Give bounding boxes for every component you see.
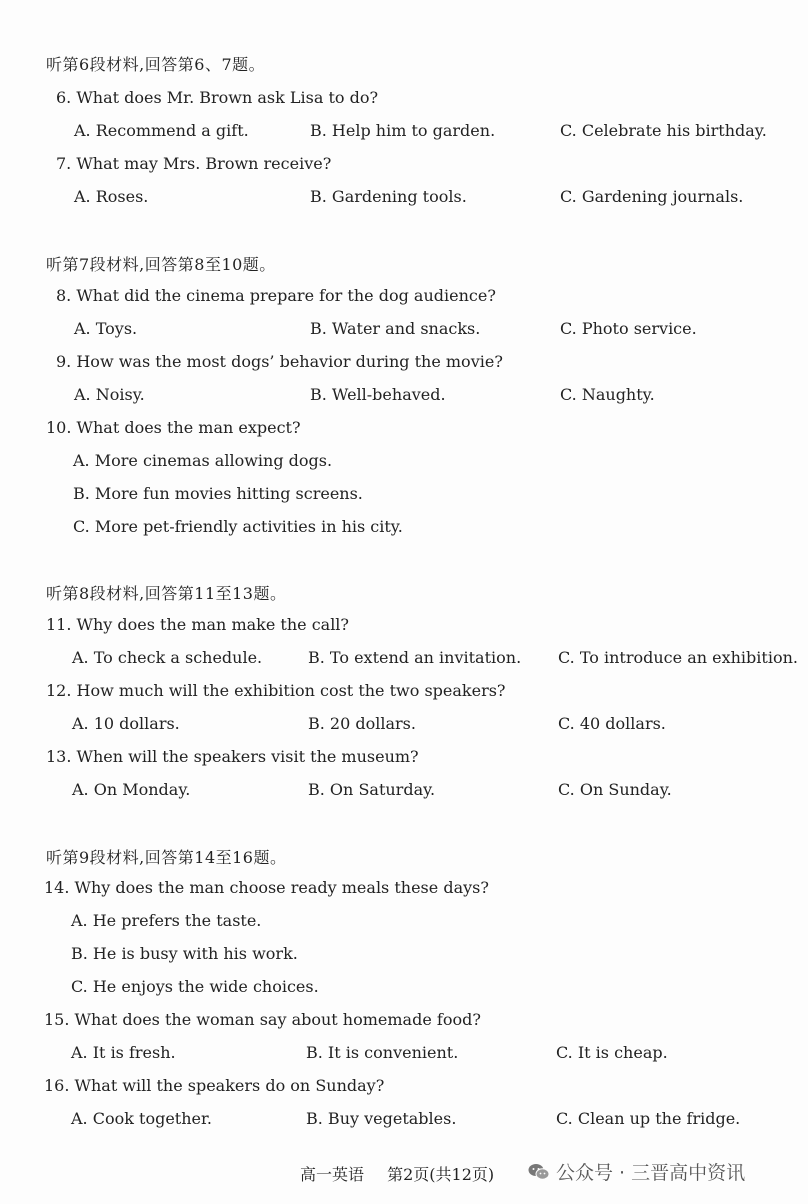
q14-option-b: B. He is busy with his work. — [71, 944, 298, 963]
question-9: 9. How was the most dogs’ behavior during the movie? — [56, 352, 503, 371]
question-10: 10. What does the man expect? — [46, 418, 301, 437]
question-12: 12. How much will the exhibition cost the two speakers? — [46, 681, 506, 700]
page-footer — [300, 1162, 512, 1185]
section-title-8: 听第8段材料,回答第11至13题。 — [46, 584, 287, 603]
question-14: 14. Why does the man choose ready meals these days? — [44, 878, 489, 897]
q14-option-a: A. He prefers the taste. — [71, 911, 262, 930]
q8-option-b: B. Water and snacks. — [310, 319, 481, 338]
question-13: 13. When will the speakers visit the museum? — [46, 747, 419, 766]
q10-option-a: A. More cinemas allowing dogs. — [73, 451, 333, 470]
q10-option-c: C. More pet-friendly activities in his city. — [73, 517, 403, 536]
q15-option-a: A. It is fresh. — [71, 1043, 176, 1062]
q12-option-a: A. 10 dollars. — [72, 714, 180, 733]
q10-option-b: B. More fun movies hitting screens. — [73, 484, 363, 503]
q16-option-c: C. Clean up the fridge. — [556, 1109, 741, 1128]
section-title-9: 听第9段材料,回答第14至16题。 — [46, 848, 287, 867]
q15-option-c: C. It is cheap. — [556, 1043, 668, 1062]
question-8: 8. What did the cinema prepare for the dog audience? — [56, 286, 496, 305]
watermark — [528, 1158, 745, 1185]
footer-subject: 高一英语 — [300, 1165, 365, 1184]
q13-option-a: A. On Monday. — [72, 780, 191, 799]
section-title-6: 听第6段材料,回答第6、7题。 — [46, 55, 266, 74]
q13-option-b: B. On Saturday. — [308, 780, 436, 799]
q11-option-b: B. To extend an invitation. — [308, 648, 522, 667]
watermark-text: 公众号 · 三晋高中资讯 — [556, 1162, 746, 1184]
question-7: 7. What may Mrs. Brown receive? — [56, 154, 332, 173]
wechat-icon — [528, 1163, 550, 1181]
q8-option-c: C. Photo service. — [560, 319, 697, 338]
q16-option-a: A. Cook together. — [71, 1109, 212, 1128]
footer-page-number: 第2页(共12页) — [387, 1165, 495, 1184]
question-16: 16. What will the speakers do on Sunday? — [44, 1076, 385, 1095]
q12-option-c: C. 40 dollars. — [558, 714, 666, 733]
q9-option-b: B. Well-behaved. — [310, 385, 446, 404]
q9-option-c: C. Naughty. — [560, 385, 655, 404]
question-6: 6. What does Mr. Brown ask Lisa to do? — [56, 88, 379, 107]
q7-option-c: C. Gardening journals. — [560, 187, 744, 206]
q6-option-c: C. Celebrate his birthday. — [560, 121, 767, 140]
q7-option-a: A. Roses. — [74, 187, 149, 206]
q6-option-a: A. Recommend a gift. — [74, 121, 249, 140]
question-15: 15. What does the woman say about homemade food? — [44, 1010, 481, 1029]
q9-option-a: A. Noisy. — [74, 385, 145, 404]
question-11: 11. Why does the man make the call? — [46, 615, 349, 634]
q14-option-c: C. He enjoys the wide choices. — [71, 977, 319, 996]
q11-option-a: A. To check a schedule. — [72, 648, 263, 667]
q11-option-c: C. To introduce an exhibition. — [558, 648, 798, 667]
q7-option-b: B. Gardening tools. — [310, 187, 467, 206]
q15-option-b: B. It is convenient. — [306, 1043, 459, 1062]
q6-option-b: B. Help him to garden. — [310, 121, 496, 140]
q13-option-c: C. On Sunday. — [558, 780, 672, 799]
q8-option-a: A. Toys. — [74, 319, 138, 338]
q16-option-b: B. Buy vegetables. — [306, 1109, 457, 1128]
section-title-7: 听第7段材料,回答第8至10题。 — [46, 255, 276, 274]
q12-option-b: B. 20 dollars. — [308, 714, 416, 733]
